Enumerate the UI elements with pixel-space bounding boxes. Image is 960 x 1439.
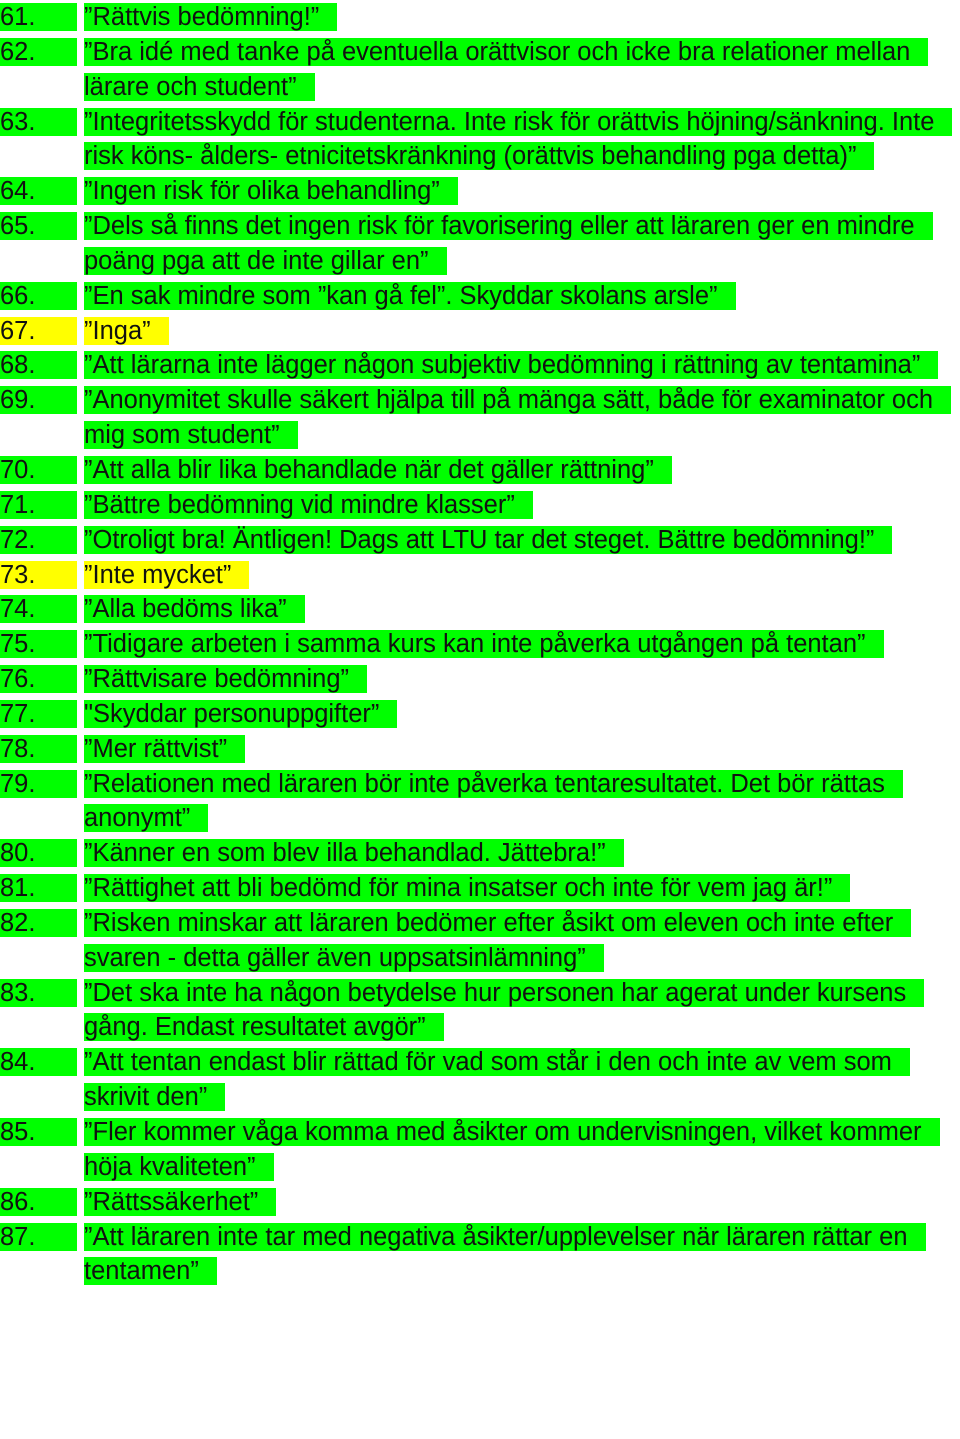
item-number-text: 70. <box>0 456 77 484</box>
item-number <box>0 383 84 418</box>
item-number-text: 68. <box>0 351 77 379</box>
item-text <box>84 1045 958 1115</box>
item-quote: ”Rättighet att bli bedömd för mina insatser och inte för vem jag är!” <box>84 874 850 902</box>
item-number <box>0 732 84 767</box>
list-item <box>0 1115 960 1185</box>
item-number <box>0 279 84 314</box>
item-number <box>0 0 84 35</box>
item-text <box>84 35 958 105</box>
item-number-text: 77. <box>0 700 77 728</box>
item-text <box>84 209 958 279</box>
item-number-text: 64. <box>0 177 77 205</box>
list-item <box>0 314 960 349</box>
list-item <box>0 1045 960 1115</box>
item-number-text: 78. <box>0 735 77 763</box>
item-number-text: 84. <box>0 1048 77 1076</box>
item-text <box>84 836 624 871</box>
item-quote: ”Känner en som blev illa behandlad. Jättebra!” <box>84 839 624 867</box>
item-number-text: 66. <box>0 282 77 310</box>
item-number <box>0 174 84 209</box>
item-text <box>84 627 884 662</box>
item-number-text: 86. <box>0 1188 77 1216</box>
item-quote: ”Tidigare arbeten i samma kurs kan inte påverka utgången på tentan” <box>84 630 884 658</box>
item-quote: ”Rättvisare bedömning” <box>84 665 367 693</box>
list-item <box>0 767 960 837</box>
item-number <box>0 523 84 558</box>
item-number-text: 69. <box>0 386 77 414</box>
item-text <box>84 871 850 906</box>
item-number-text: 74. <box>0 595 77 623</box>
item-text <box>84 732 245 767</box>
item-number-text: 83. <box>0 979 77 1007</box>
list-item <box>0 209 960 279</box>
item-quote: ”Att tentan endast blir rättad för vad som står i den och inte av vem som skrivit den” <box>84 1048 910 1111</box>
item-quote: ”Mer rättvist” <box>84 735 245 763</box>
item-number <box>0 348 84 383</box>
item-number-text: 65. <box>0 212 77 240</box>
item-number-text: 79. <box>0 770 77 798</box>
list-item <box>0 976 960 1046</box>
list-item <box>0 523 960 558</box>
item-number-text: 72. <box>0 526 77 554</box>
item-number <box>0 314 84 349</box>
list-item <box>0 732 960 767</box>
item-number <box>0 871 84 906</box>
item-number <box>0 35 84 70</box>
item-number <box>0 558 84 593</box>
list-item <box>0 35 960 105</box>
item-number <box>0 209 84 244</box>
item-quote: ”Det ska inte ha någon betydelse hur personen har agerat under kursens gång. Endast resultatet avgör” <box>84 979 924 1042</box>
item-number <box>0 662 84 697</box>
list-item <box>0 906 960 976</box>
item-text <box>84 1220 958 1290</box>
list-item <box>0 697 960 732</box>
item-number <box>0 906 84 941</box>
list-item <box>0 558 960 593</box>
item-quote: ”Inga” <box>84 317 169 345</box>
item-text <box>84 558 249 593</box>
item-number-text: 80. <box>0 839 77 867</box>
item-quote: ”Att lärarna inte lägger någon subjektiv bedömning i rättning av tentamina” <box>84 351 938 379</box>
list-item <box>0 279 960 314</box>
item-quote: ”Bättre bedömning vid mindre klasser” <box>84 491 533 519</box>
item-number <box>0 767 84 802</box>
list-item <box>0 453 960 488</box>
item-number <box>0 1220 84 1255</box>
item-text <box>84 453 672 488</box>
item-text <box>84 383 958 453</box>
item-quote: ”Alla bedöms lika” <box>84 595 305 623</box>
item-quote: ”Bra idé med tanke på eventuella orättvisor och icke bra relationer mellan lärare och student” <box>84 38 928 101</box>
item-number <box>0 488 84 523</box>
item-quote: ”Rättvis bedömning!” <box>84 3 337 31</box>
item-text <box>84 592 305 627</box>
item-text <box>84 174 458 209</box>
item-text <box>84 662 367 697</box>
item-quote: ”Anonymitet skulle säkert hjälpa till på mänga sätt, både för examinator och mig som student” <box>84 386 951 449</box>
item-text <box>84 697 397 732</box>
item-number-text: 87. <box>0 1223 77 1251</box>
item-number <box>0 836 84 871</box>
item-number-text: 85. <box>0 1118 77 1146</box>
item-number <box>0 592 84 627</box>
item-text <box>84 348 938 383</box>
item-number-text: 81. <box>0 874 77 902</box>
item-text <box>84 976 958 1046</box>
item-number <box>0 627 84 662</box>
item-quote: ”En sak mindre som ”kan gå fel”. Skyddar skolans arsle” <box>84 282 736 310</box>
item-text <box>84 0 337 35</box>
item-text <box>84 314 169 349</box>
item-quote: ”Ingen risk för olika behandling” <box>84 177 458 205</box>
item-quote: ”Fler kommer våga komma med åsikter om undervisningen, vilket kommer höja kvaliteten” <box>84 1118 940 1181</box>
item-text <box>84 279 736 314</box>
item-number-text: 73. <box>0 561 77 589</box>
item-quote: ”Relationen med läraren bör inte påverka tentaresultatet. Det bör rättas anonymt” <box>84 770 903 833</box>
item-number <box>0 976 84 1011</box>
item-quote: ”Rättssäkerhet” <box>84 1188 276 1216</box>
item-quote: ”Integritetsskydd för studenterna. Inte risk för orättvis höjning/sänkning. Inte risk köns- ålders- etnicitetskränkning (orättvis behandling pga detta)” <box>84 108 952 171</box>
item-number-text: 62. <box>0 38 77 66</box>
list-item <box>0 0 960 35</box>
item-text <box>84 523 892 558</box>
item-number <box>0 697 84 732</box>
list-item <box>0 836 960 871</box>
item-quote: ”Dels så finns det ingen risk för favorisering eller att läraren ger en mindre poäng pga att de inte gillar en” <box>84 212 933 275</box>
list-item <box>0 348 960 383</box>
item-text <box>84 767 958 837</box>
list-item <box>0 105 960 175</box>
list-item <box>0 627 960 662</box>
item-number-text: 71. <box>0 491 77 519</box>
item-quote: ”Inte mycket” <box>84 561 249 589</box>
item-text <box>84 1115 958 1185</box>
item-number-text: 75. <box>0 630 77 658</box>
item-text <box>84 1185 276 1220</box>
item-number-text: 63. <box>0 108 77 136</box>
item-number <box>0 453 84 488</box>
list-item <box>0 592 960 627</box>
list-item <box>0 1220 960 1290</box>
item-quote: "Skyddar personuppgifter” <box>84 700 397 728</box>
item-quote: ”Otroligt bra! Äntligen! Dags att LTU tar det steget. Bättre bedömning!” <box>84 526 892 554</box>
list-item <box>0 174 960 209</box>
item-text <box>84 488 533 523</box>
item-number <box>0 1045 84 1080</box>
item-number-text: 76. <box>0 665 77 693</box>
item-number-text: 67. <box>0 317 77 345</box>
item-number-text: 82. <box>0 909 77 937</box>
list-item <box>0 383 960 453</box>
item-quote: ”Att alla blir lika behandlade när det gäller rättning” <box>84 456 672 484</box>
list-item <box>0 871 960 906</box>
item-number <box>0 1185 84 1220</box>
item-text <box>84 105 958 175</box>
item-text <box>84 906 958 976</box>
item-quote: ”Risken minskar att läraren bedömer efter åsikt om eleven och inte efter svaren - detta gäller även uppsatsinlämning” <box>84 909 911 972</box>
item-number-text: 61. <box>0 3 77 31</box>
list-item <box>0 488 960 523</box>
item-number <box>0 105 84 140</box>
list-item <box>0 662 960 697</box>
item-number <box>0 1115 84 1150</box>
list-item <box>0 1185 960 1220</box>
item-quote: ”Att läraren inte tar med negativa åsikter/upplevelser när läraren rättar en tentamen” <box>84 1223 926 1286</box>
